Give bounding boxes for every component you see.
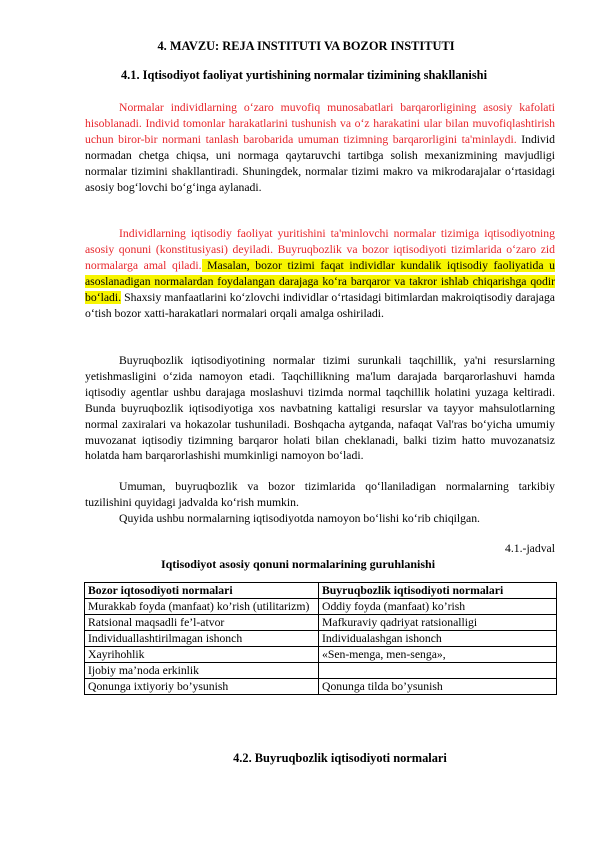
paragraph-3: Buyruqbozlik iqtisodiyotining normalar tizimi surunkali taqchillik, ya'ni resurslarning yetishmasligini o‘zida namoyon etadi. Taqchillikning ma'lum darajada barqarorlashuvi hamda iqtisodiy agentlar ushbu darajaga moslashuvi tizimda normal taqchillik holatini yuzaga keltiradi. Bunda buyruqbozlik iqtisodiyotiga xos navbatning kattaligi resurslar va tayyor mahsulotlarning normal zaxiralari va hokazolar tushuniladi. Boshqacha aytganda, nafaqat Val'ras bo‘yicha umumiy muvozanat iqtisodiy tizimning barqaror holati bilan cheklanadi, balki tizim hatto muvozanatsiz holatda ham barqarorlashishi mumkinligi namoyon bo‘ladi. — [85, 354, 555, 463]
table-cell: Xayrihohlik — [85, 647, 319, 663]
paragraph-1 — [85, 100, 555, 195]
table-row — [85, 647, 557, 663]
table-row — [85, 599, 557, 615]
table-row — [85, 631, 557, 647]
paragraph-2 — [85, 226, 555, 321]
table-row — [85, 663, 557, 679]
table-header-cell: Bozor iqtosodiyoti normalari — [85, 583, 319, 599]
paragraph-2-highlighted-text: Masalan, bozor tizimi faqat individlar kundalik iqtisodiy faoliyatida u asoslanadigan normalardan foydalangan darajaga ko‘ra barqaror va takror ishlab chiqarishga qodir bo‘ladi. — [85, 258, 555, 304]
table-cell: Qonunga ixtiyoriy bo’ysunish — [85, 679, 319, 695]
table-row — [85, 615, 557, 631]
table-cell: Murakkab foyda (manfaat) ko’rish (utilitarizm) — [85, 599, 319, 615]
table-title: Iqtisodiyot asosiy qonuni normalarining guruhlanishi — [160, 557, 436, 571]
paragraph-5: Quyida ushbu normalarning iqtisodiyotda namoyon bo‘lishi ko‘rib chiqilgan. — [119, 512, 480, 525]
table-cell: Mafkuraviy qadriyat ratsionalligi — [319, 615, 557, 631]
paragraph-1-red-text: Normalar individlarning o‘zaro muvofiq munosabatlari barqarorligining asosiy kafolati hisoblanadi. Individ tomonlar harakatlarini tushunish va o‘z harakatini ular bilan muvofiqlashtirish uchun biror-bir normani tanlash barobarida umuman tizimning barqarorligini ta'minlaydi. — [85, 101, 555, 146]
table-cell: Qonunga tilda bo’ysunish — [319, 679, 557, 695]
chapter-title: 4. MAVZU: REJA INSTITUTI VA BOZOR INSTITUTI — [157, 39, 455, 53]
table-cell: Ijobiy ma’noda erkinlik — [85, 663, 319, 679]
norms-table — [84, 582, 557, 695]
paragraph-4: Umuman, buyruqbozlik va bozor tizimlarida qo‘llaniladigan normalarning tarkibiy tuzilishini quyidagi jadvalda ko‘rish mumkin. — [85, 480, 555, 509]
table-header-cell: Buyruqbozlik iqtisodiyoti normalari — [319, 583, 557, 599]
table-row — [85, 679, 557, 695]
table-cell: «Sen-menga, men-senga», — [319, 647, 557, 663]
table-cell: Ratsional maqsadli fe’l-atvor — [85, 615, 319, 631]
table-cell — [319, 663, 557, 679]
table-header-row — [85, 583, 557, 599]
table-cell: Oddiy foyda (manfaat) ko’rish — [319, 599, 557, 615]
paragraph-2-text: Shaxsiy manfaatlarini ko‘zlovchi individlar o‘rtasidagi bitimlardan makroiqtisodiy darajaga o‘tish bozor xatti-harakatlari normalari orqali amalga oshiriladi. — [85, 290, 555, 320]
section-title-2: 4.2. Buyruqbozlik iqtisodiyoti normalari — [233, 751, 447, 765]
paragraph-1-text: Individ normadan chetga chiqsa, uni normaga qaytaruvchi tartibga solish mexanizmining mavjudligi normalar tizimini shakllantiradi. Shuningdek, normalar tizimi makro va mikrodarajalar o‘rtasidagi asosiy bog‘lovchi bo‘g‘inga aylanadi. — [85, 132, 555, 194]
table-caption: 4.1.-jadval — [505, 542, 555, 555]
section-title-1: 4.1. Iqtisodiyot faoliyat yurtishining normalar tizimining shakllanishi — [120, 68, 488, 82]
table-cell: Individuallashtirilmagan ishonch — [85, 631, 319, 647]
table-cell: Individualashgan ishonch — [319, 631, 557, 647]
paragraph-2-red-text: Individlarning iqtisodiy faoliyat yuritishini ta'minlovchi normalar tizimiga iqtisodiyotning asosiy qonuni (konstitusiyasi) deyiladi. Buyruqbozlik va bozor iqtisodiyoti tizimlarida o‘zaro zid normalarga amal qiladi. — [85, 227, 555, 272]
